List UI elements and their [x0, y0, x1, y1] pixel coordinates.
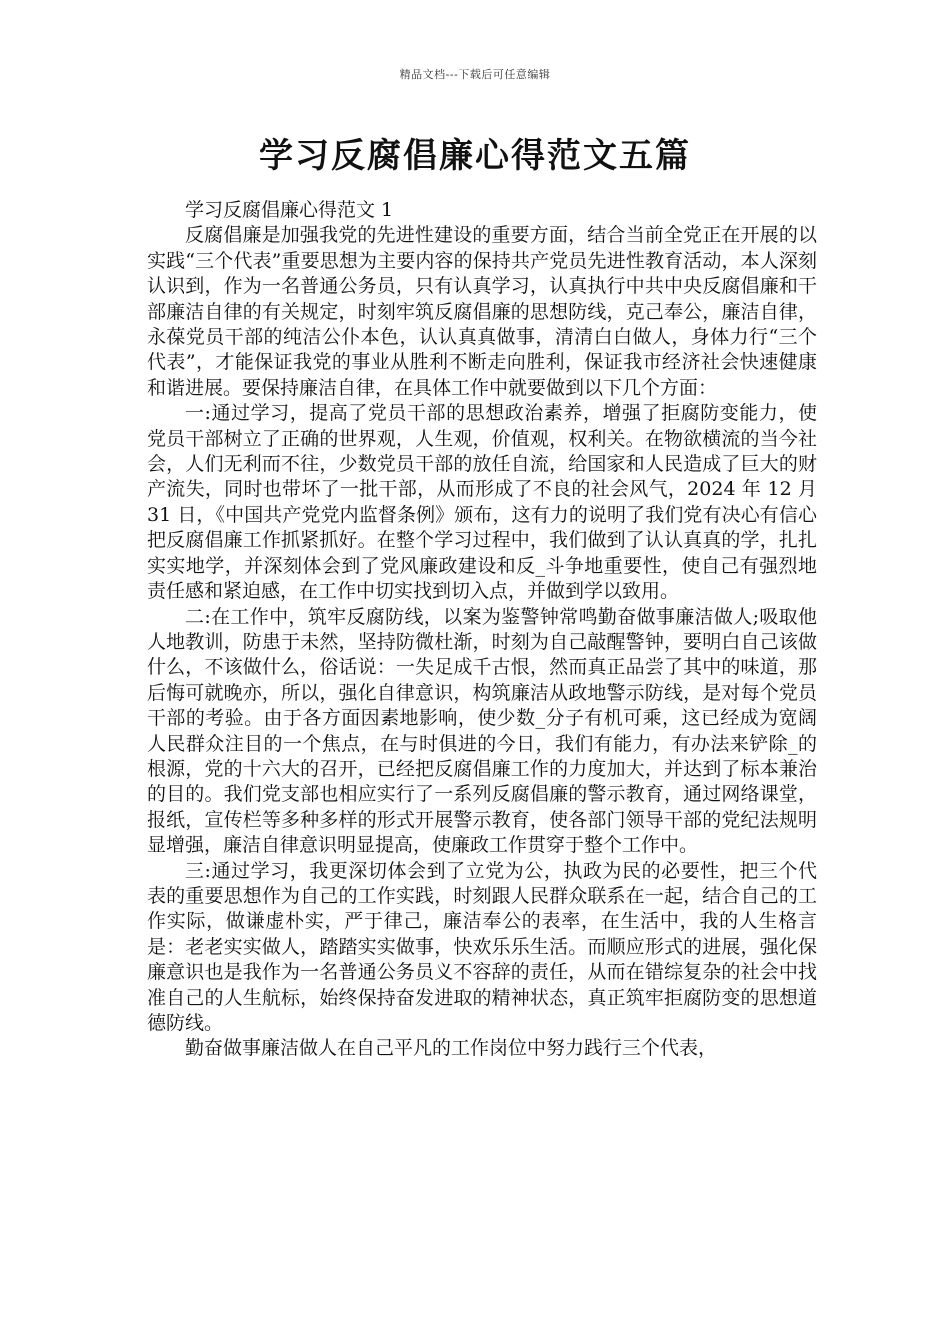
- header-note: 精品文档---下载后可任意编辑: [399, 68, 551, 81]
- paragraph: 一:通过学习，提高了党员干部的思想政治素养，增强了拒腐防变能力，使党员干部树立了正确的世界观，人生观，价值观，权利关。在物欲横流的当今社会，人们无利而不往，少数党员干部的放任自流，给国家和人民造成了巨大的财产流失，同时也带坏了一批干部，从而形成了不良的社会风气，2024 年 12 月 31 日，《中国共产党党内监督条例》颁布，这有力的说明了我们党有决心有信心把反腐倡廉工作抓紧抓好。在整个学习过程中，我们做到了认认真真的学，扎扎实实地学，并深刻体会到了党风廉政建设和反_斗争地重要性，使自己有强烈地责任感和紧迫感，在工作中切实找到切入点，并做到学以致用。: [147, 402, 817, 603]
- document-body: [147, 198, 817, 1062]
- document-title: 学习反腐倡廉心得范文五篇: [259, 136, 691, 176]
- paragraph: 三:通过学习，我更深切体会到了立党为公，执政为民的必要性，把三个代表的重要思想作为自己的工作实践，时刻跟人民群众联系在一起，结合自己的工作实际，做谦虚朴实，严于律己，廉洁奉公的表率，在生活中，我的人生格言是：老老实实做人，踏踏实实做事，快欢乐乐生活。而顺应形式的进展，强化保廉意识也是我作为一名普通公务员义不容辞的责任，从而在错综复杂的社会中找准自己的人生航标，始终保持奋发进取的精神状态，真正筑牢拒腐防变的思想道德防线。: [147, 859, 817, 1034]
- section-heading: 学习反腐倡廉心得范文 1: [185, 199, 394, 221]
- paragraph: 勤奋做事廉洁做人在自己平凡的工作岗位中努力践行三个代表，: [185, 1037, 718, 1060]
- paragraph: 反腐倡廉是加强我党的先进性建设的重要方面，结合当前全党正在开展的以实践“三个代表”重要思想为主要内容的保持共产党员先进性教育活动，本人深刻认识到，作为一名普通公务员，只有认真学习，认真执行中共中央反腐倡廉和干部廉洁自律的有关规定，时刻牢筑反腐倡廉的思想防线，克己奉公，廉洁自律，永葆党员干部的纯洁公仆本色，认认真真做事，清清白白做人，身体力行“三个代表”，才能保证我党的事业从胜利不断走向胜利，保证我市经济社会快速健康和谐进展。要保持廉洁自律，在具体工作中就要做到以下几个方面：: [147, 224, 817, 399]
- paragraph: 二:在工作中，筑牢反腐防线，以案为鉴警钟常鸣勤奋做事廉洁做人;吸取他人地教训，防患于未然，坚持防微杜渐，时刻为自己敲醒警钟，要明白自己该做什么，不该做什么，俗话说：一失足成千古恨，然而真正品尝了其中的味道，那后悔可就晚亦，所以，强化自律意识，构筑廉洁从政地警示防线，是对每个党员干部的考验。由于各方面因素地影响，使少数_分子有机可乘，这已经成为宽阔人民群众注目的一个焦点，在与时俱进的今日，我们有能力，有办法来铲除_的根源，党的十六大的召开，已经把反腐倡廉工作的力度加大，并达到了标本兼治的目的。我们党支部也相应实行了一系列反腐倡廉的警示教育，通过网络课堂，报纸，宣传栏等多种多样的形式开展警示教育，使各部门领导干部的党纪法规明显增强，廉洁自律意识明显提高，使廉政工作贯穿于整个工作中。: [147, 605, 817, 857]
